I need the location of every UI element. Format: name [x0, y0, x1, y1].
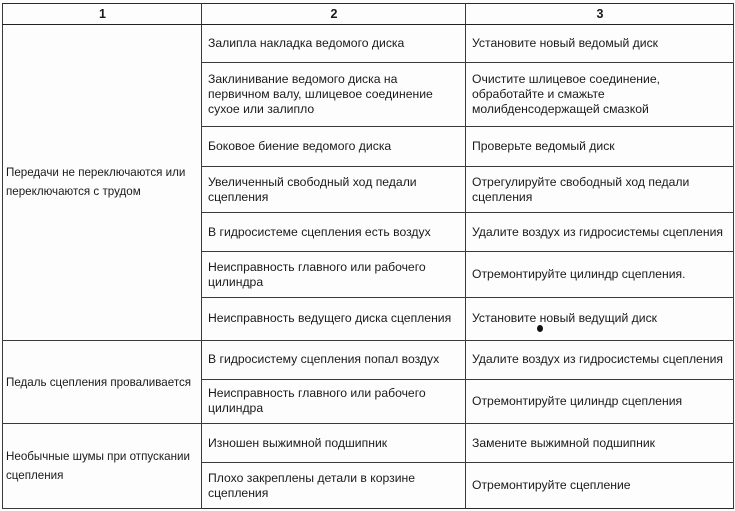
- cause-cell: В гидросистеме сцепления есть воздух: [202, 213, 466, 252]
- symptom-cell: Передачи не переключаются или переключаются с трудом: [3, 25, 202, 341]
- cause-cell: Изношен выжимной подшипник: [202, 424, 466, 463]
- cause-cell: Заклинивание ведомого диска на первичном валу, шлицевое соединение сухое или залипло: [202, 62, 466, 126]
- table-row: [3, 25, 734, 63]
- table-body: [3, 25, 734, 509]
- remedy-cell: Отрегулируйте свободный ход педали сцепления: [466, 166, 734, 213]
- remedy-cell: Очистите шлицевое соединение, обработайте и смажьте молибденсодержащей смазкой: [466, 62, 734, 126]
- cause-cell: В гидросистему сцепления попал воздух: [202, 340, 466, 379]
- column-header-2: 2: [202, 4, 466, 25]
- cause-cell: Увеличенный свободный ход педали сцепления: [202, 166, 466, 213]
- cause-cell: Неисправность ведущего диска сцепления: [202, 298, 466, 341]
- remedy-cell: Отремонтируйте сцепление: [466, 463, 734, 509]
- header-row: [3, 4, 734, 25]
- cause-cell: Боковое биение ведомого диска: [202, 126, 466, 166]
- remedy-cell: Замените выжимной подшипник: [466, 424, 734, 463]
- symptom-cell: Необычные шумы при отпускании сцепления: [3, 424, 202, 509]
- symptom-cell: Педаль сцепления проваливается: [3, 340, 202, 424]
- remedy-cell: Установите новый ведущий диск: [466, 298, 734, 341]
- column-header-1: 1: [3, 4, 202, 25]
- cause-cell: Неисправность главного или рабочего цилиндра: [202, 252, 466, 298]
- remedy-cell: Удалите воздух из гидросистемы сцепления: [466, 213, 734, 252]
- fault-table: [2, 3, 734, 509]
- remedy-cell: Удалите воздух из гидросистемы сцепления: [466, 340, 734, 379]
- remedy-cell: Установите новый ведомый диск: [466, 25, 734, 63]
- cause-cell: Неисправность главного или рабочего цилиндра: [202, 379, 466, 424]
- scan-speck: [537, 325, 543, 332]
- remedy-cell: Проверьте ведомый диск: [466, 126, 734, 166]
- column-header-3: 3: [466, 4, 734, 25]
- table-header: [3, 4, 734, 25]
- cause-cell: Плохо закреплены детали в корзине сцепления: [202, 463, 466, 509]
- table-row: [3, 424, 734, 463]
- table-row: [3, 340, 734, 379]
- remedy-cell: Отремонтируйте цилиндр сцепления: [466, 379, 734, 424]
- cause-cell: Залипла накладка ведомого диска: [202, 25, 466, 63]
- remedy-cell: Отремонтируйте цилиндр сцепления.: [466, 252, 734, 298]
